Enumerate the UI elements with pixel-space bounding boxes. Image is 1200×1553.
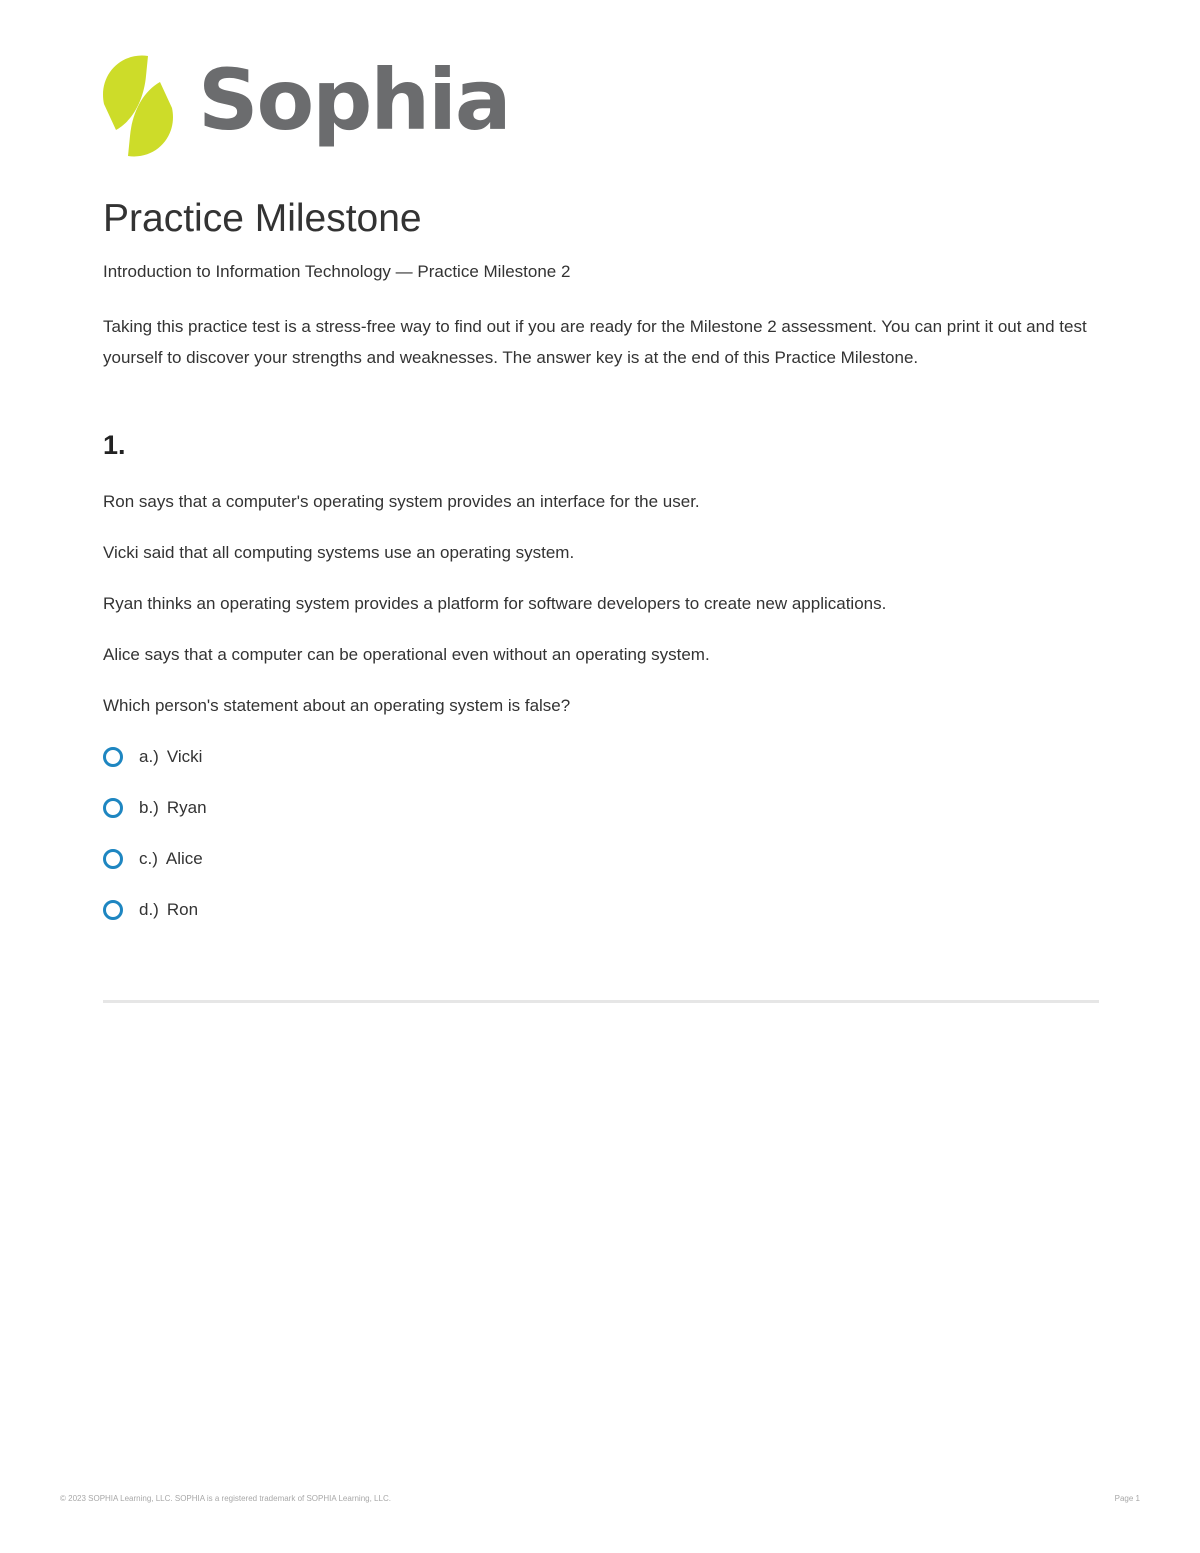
option-text: Alice (165, 849, 203, 868)
radio-button-icon[interactable] (103, 747, 123, 767)
footer-page-number: Page 1 (1114, 1494, 1140, 1503)
statement-ryan: Ryan thinks an operating system provides a platform for software developers to create new applications. (103, 594, 887, 613)
sophia-logo (100, 52, 510, 160)
sophia-logo-wordmark: Sophia (198, 51, 510, 149)
option-text: Ron (166, 900, 199, 919)
sophia-logo-mark-icon (100, 54, 176, 158)
course-subtitle: Introduction to Information Technology — Practice Milestone 2 (103, 262, 571, 281)
option-text: Ryan (166, 798, 207, 817)
question-prompt: Which person's statement about an operating system is false? (103, 696, 571, 715)
option-b[interactable] (103, 798, 207, 818)
option-letter: b.) (139, 798, 159, 817)
option-text: Vicki (166, 747, 203, 766)
radio-button-icon[interactable] (103, 900, 123, 920)
question-number: 1. (103, 430, 126, 460)
statement-alice: Alice says that a computer can be operational even without an operating system. (103, 645, 710, 664)
page-title: Practice Milestone (103, 197, 422, 240)
option-c[interactable] (103, 849, 203, 869)
radio-button-icon[interactable] (103, 798, 123, 818)
statement-vicki: Vicki said that all computing systems use an operating system. (103, 543, 575, 562)
statement-ron: Ron says that a computer's operating system provides an interface for the user. (103, 492, 700, 511)
intro-paragraph: Taking this practice test is a stress-free way to find out if you are ready for the Milestone 2 assessment. You can print it out and test yourself to discover your strengths and weaknesses. The answer key is at the end of this Practice Milestone. (103, 317, 1087, 367)
footer-copyright: © 2023 SOPHIA Learning, LLC. SOPHIA is a registered trademark of SOPHIA Learning, LLC. (60, 1494, 391, 1503)
option-letter: d.) (139, 900, 159, 919)
option-letter: c.) (139, 849, 158, 868)
section-divider (103, 1000, 1099, 1003)
radio-button-icon[interactable] (103, 849, 123, 869)
option-letter: a.) (139, 747, 159, 766)
option-a[interactable] (103, 747, 202, 767)
option-d[interactable] (103, 900, 198, 920)
